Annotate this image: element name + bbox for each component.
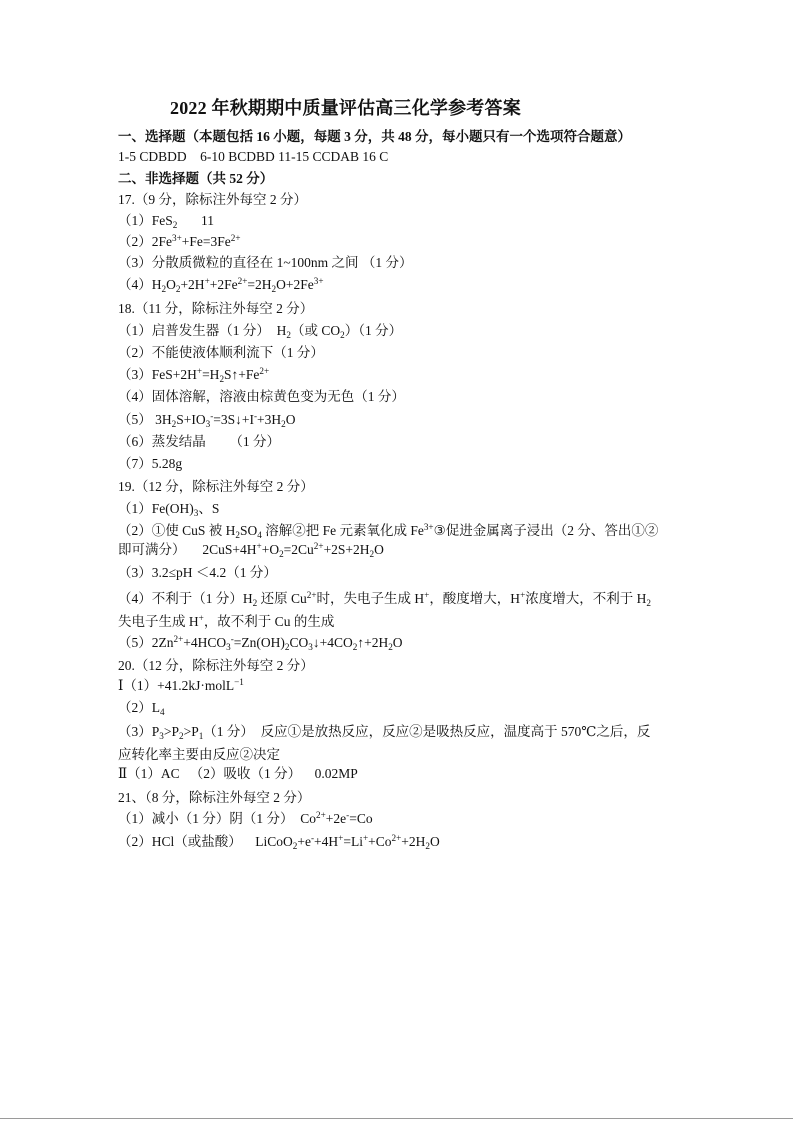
superscript: 2+ (230, 232, 241, 243)
section-heading (118, 127, 680, 147)
subscript: 2 (172, 219, 178, 230)
text-run: 18.（11 分，除标注外每空 2 分） (118, 301, 314, 316)
superscript: 2+ (237, 275, 248, 286)
text-run: ↓+4CO (312, 635, 353, 650)
superscript: −1 (234, 676, 244, 687)
superscript: - (346, 809, 350, 820)
superscript: - (230, 633, 234, 644)
text-run: S+IO (176, 412, 206, 427)
text-run: （3）P (118, 724, 160, 739)
superscript: + (520, 589, 526, 600)
answer-line (118, 499, 680, 519)
text-run: +2H (401, 834, 426, 849)
text-run: ↑+2H (357, 635, 389, 650)
text-run: Ⅰ（1）+41.2kJ·molL (118, 678, 235, 693)
question-header (118, 788, 680, 808)
text-run: +O (261, 542, 280, 557)
answer-line (118, 764, 680, 784)
answer-line (118, 387, 680, 407)
text-run: =H (202, 367, 220, 382)
subscript: 2 (369, 548, 375, 559)
subscript: 2 (271, 283, 277, 294)
text-run: （2）①使 CuS 被 H (118, 523, 236, 538)
text-run: O (374, 542, 384, 557)
subscript: 2 (279, 548, 284, 559)
subscript: 2 (161, 283, 167, 294)
answer-line (118, 540, 680, 560)
subscript: 4 (257, 529, 262, 540)
text-run: （4）H (118, 277, 162, 292)
text-run: （3）分散质微粒的直径在 1~100nm 之间 （1 分） (118, 255, 413, 270)
text-run: 11 (177, 213, 214, 228)
text-run: +2e (325, 811, 347, 826)
text-run: 二、非选择题（共 52 分） (118, 171, 274, 186)
text-run: O (166, 277, 176, 292)
superscript: + (256, 540, 262, 551)
subscript: 2 (286, 329, 291, 340)
text-run: （2）HCl（或盐酸） LiCoO (118, 834, 293, 849)
text-run: （4）不利于（1 分）H (118, 591, 253, 606)
superscript: + (424, 589, 430, 600)
answer-line (118, 365, 680, 385)
text-run: （4）固体溶解，溶液由棕黄色变为无色（1 分） (118, 389, 405, 404)
text-run: （7）5.28g (118, 456, 183, 471)
text-run: +3H (257, 412, 282, 427)
question-header (118, 477, 680, 497)
subscript: 3 (205, 418, 211, 429)
text-run: 一、选择题（本题包括 16 小题，每题 3 分，共 48 分，每小题只有一个选项符合题意） (118, 129, 631, 144)
superscript: - (310, 832, 315, 843)
subscript: 2 (219, 373, 225, 384)
text-run: +2Fe (209, 277, 238, 292)
subscript: 2 (388, 641, 393, 652)
superscript: 3+ (423, 521, 434, 532)
superscript: 2+ (259, 365, 270, 376)
text-run: （3）FeS+2H (118, 367, 197, 382)
text-run: S↑+Fe (224, 367, 260, 382)
text-run: 溶解②把 Fe 元素氧化成 Fe (261, 523, 424, 538)
text-run: =2H (247, 277, 272, 292)
answer-line (118, 589, 680, 609)
subscript: 2 (281, 418, 286, 429)
text-run: 即可满分） 2CuS+4H (118, 542, 257, 557)
answer-line (118, 612, 680, 632)
answer-line (118, 321, 680, 341)
answer-line (118, 676, 680, 696)
superscript: + (198, 612, 204, 623)
subscript: 1 (198, 730, 204, 741)
answer-line (118, 275, 680, 295)
page-bottom-rule (0, 1118, 793, 1119)
answer-line (118, 410, 680, 430)
subscript: 2 (178, 730, 184, 741)
text-run: =3S↓+I (213, 412, 254, 427)
text-run: （6）蒸发结晶 （1 分） (118, 434, 280, 449)
answer-line (118, 432, 680, 452)
text-run: （1）启普发生器（1 分） H (118, 323, 287, 338)
subscript: 2 (425, 840, 431, 851)
subscript: 2 (284, 641, 290, 652)
text-run: =Zn(OH) (233, 635, 285, 650)
answer-line (118, 343, 680, 363)
answer-line (118, 633, 680, 653)
text-run: 失电子生成 H (118, 614, 199, 629)
text-run: （3）3.2≤pH ＜4.2（1 分） (118, 565, 277, 580)
text-run: O+2Fe (276, 277, 314, 292)
text-run: ，酸度增大，H (429, 591, 521, 606)
superscript: 2+ (173, 633, 184, 644)
text-run: +4H (314, 834, 339, 849)
text-run: SO (239, 523, 258, 538)
answer-line (118, 147, 680, 167)
subscript: 3 (308, 641, 313, 652)
text-run: =Li (343, 834, 363, 849)
text-run: （1）Fe(OH) (118, 501, 194, 516)
text-run: Ⅱ（1）AC （2）吸收（1 分） 0.02MP (118, 766, 358, 781)
text-run: ，故不利于 Cu 的生成 (203, 614, 335, 629)
superscript: + (362, 832, 369, 843)
text-run: CO (289, 635, 309, 650)
text-run: +2H (180, 277, 205, 292)
text-run: =2Cu (283, 542, 314, 557)
superscript: 3+ (313, 275, 324, 286)
text-run: （2）不能使液体顺利流下（1 分） (118, 345, 324, 360)
text-run: 20.（12 分，除标注外每空 2 分） (118, 658, 314, 673)
subscript: 2 (171, 418, 177, 429)
question-header (118, 190, 680, 210)
subscript: 2 (292, 840, 298, 851)
superscript: + (338, 832, 344, 843)
subscript: 2 (340, 329, 345, 340)
text-run: >P (183, 724, 199, 739)
answer-line (118, 211, 680, 231)
text-run: 应转化率主要由反应②决定 (118, 747, 280, 762)
text-run: +2S+2H (323, 542, 370, 557)
superscript: - (253, 410, 258, 421)
text-run: （2）L (118, 700, 160, 715)
question-header (118, 299, 680, 319)
document-title: 2022 年秋期期中质量评估高三化学参考答案 (170, 98, 521, 118)
superscript: 2+ (313, 540, 324, 551)
superscript: - (210, 410, 214, 421)
text-run: （5） 3H (118, 412, 172, 427)
superscript: 2+ (316, 809, 326, 820)
text-run: （1）FeS (118, 213, 173, 228)
subscript: 2 (646, 597, 651, 608)
subscript: 2 (235, 529, 240, 540)
text-run: +Fe=3Fe (181, 234, 231, 249)
text-run: ）（1 分） (344, 323, 403, 338)
text-run: （2）2Fe (118, 234, 172, 249)
section-heading (118, 169, 680, 189)
question-header (118, 656, 680, 676)
text-run: 21、（8 分，除标注外每空 2 分） (118, 790, 311, 805)
text-run: >P (163, 724, 179, 739)
superscript: + (204, 275, 210, 286)
subscript: 2 (175, 283, 181, 294)
text-run: （或 CO (290, 323, 341, 338)
text-run: （5）2Zn (118, 635, 174, 650)
subscript: 4 (160, 706, 165, 717)
subscript: 3 (226, 641, 231, 652)
superscript: 2+ (391, 832, 402, 843)
text-run: +4HCO (183, 635, 227, 650)
text-run: （1 分） 反应①是放热反应，反应②是吸热反应，温度高于 570℃之后，反 (203, 724, 651, 739)
answer-line (118, 698, 680, 718)
text-run: O (285, 412, 296, 427)
superscript: 3+ (172, 232, 182, 243)
text-run: +Co (368, 834, 392, 849)
text-run: 还原 Cu (257, 591, 307, 606)
text-run: ③促进金属离子浸出（2 分、答出①② (433, 523, 659, 538)
text-run: 1-5 CDBDD 6-10 BCDBD 11-15 CCDAB 16 C (118, 149, 389, 164)
superscript: 2+ (306, 589, 317, 600)
text-run: O (392, 635, 403, 650)
answer-line (118, 454, 680, 474)
answer-line (118, 232, 680, 252)
answer-line (118, 722, 680, 742)
subscript: 2 (252, 597, 258, 608)
answer-line (118, 745, 680, 765)
answer-line (118, 809, 680, 829)
superscript: + (196, 365, 203, 376)
answer-line (118, 563, 680, 583)
text-run: O (430, 834, 440, 849)
subscript: 3 (193, 507, 199, 518)
answer-line (118, 832, 680, 852)
subscript: 3 (159, 730, 164, 741)
text-run: =Co (349, 811, 373, 826)
answer-line (118, 253, 680, 273)
text-run: 19.（12 分，除标注外每空 2 分） (118, 479, 314, 494)
answer-line (118, 521, 680, 541)
text-run: 、S (198, 501, 220, 516)
subscript: 2 (352, 641, 358, 652)
text-run: 浓度增大，不利于 H (525, 591, 647, 606)
text-run: （1）减小（1 分）阴（1 分） Co (118, 811, 317, 826)
text-run: 时，失电子生成 H (316, 591, 425, 606)
text-run: +e (297, 834, 311, 849)
text-run: 17.（9 分，除标注外每空 2 分） (118, 192, 307, 207)
